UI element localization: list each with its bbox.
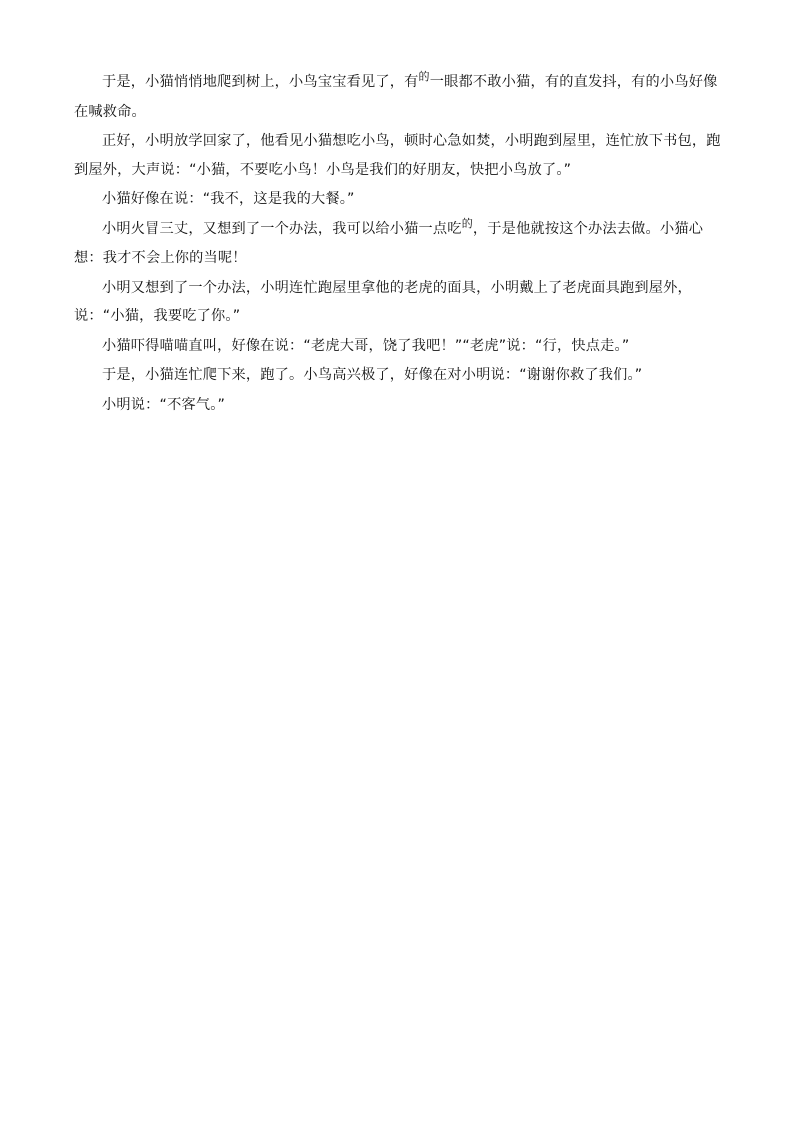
paragraph-1: [74, 68, 722, 126]
paragraph-1-raised-char: 的: [418, 70, 430, 83]
paragraph-1-text: 于是，小猫悄悄地爬到树上，小鸟宝宝看见了，有: [102, 74, 419, 90]
paragraph-6: [74, 332, 722, 361]
paragraph-5: [74, 274, 722, 331]
paragraph-4-raised-char: 的: [461, 216, 473, 230]
paragraph-8: [74, 391, 722, 420]
paragraph-1-text-cont: 一眼都不敢小猫，有的直发抖，有的小鸟好像在喊救命。: [74, 74, 718, 120]
paragraph-7-text: 于是，小猫连忙爬下来，跑了。小鸟高兴极了，好像在对小明说：“谢谢你救了我们。”: [102, 367, 643, 383]
paragraph-6-text: 小猫吓得喵喵直叫，好像在说：“老虎大哥，饶了我吧！”“老虎”说：“行，快点走。”: [102, 337, 630, 354]
paragraph-2: [74, 127, 722, 184]
paragraph-4-text-cont: ，于是他就按这个办法去做。小猫心想：我才不会上你的当呢！: [74, 220, 704, 266]
paragraph-3-text: 小猫好像在说：“我不，这是我的大餐。”: [102, 191, 355, 207]
paragraph-2-text: 正好，小明放学回家了，他看见小猫想吃小鸟，顿时心急如焚，小明跑到屋里，连忙放下书包，跑到屋外，大声说：“小猫，不要吃小鸟！小鸟是我们的好朋友，快把小鸟放了。”: [74, 133, 721, 178]
paragraph-8-text: 小明说：“不客气。”: [102, 396, 226, 413]
paragraph-4-text: 小明火冒三丈，又想到了一个办法，我可以给小猫一点吃: [102, 220, 462, 237]
paragraph-5-text: 小明又想到了一个办法，小明连忙跑屋里拿他的老虎的面具，小明戴上了老虎面具跑到屋外，说：“小猫，我要吃了你。”: [74, 279, 692, 324]
paragraph-3: [74, 185, 722, 214]
story-body: [74, 68, 722, 419]
paragraph-4: [74, 215, 722, 273]
paragraph-7: [74, 361, 722, 390]
